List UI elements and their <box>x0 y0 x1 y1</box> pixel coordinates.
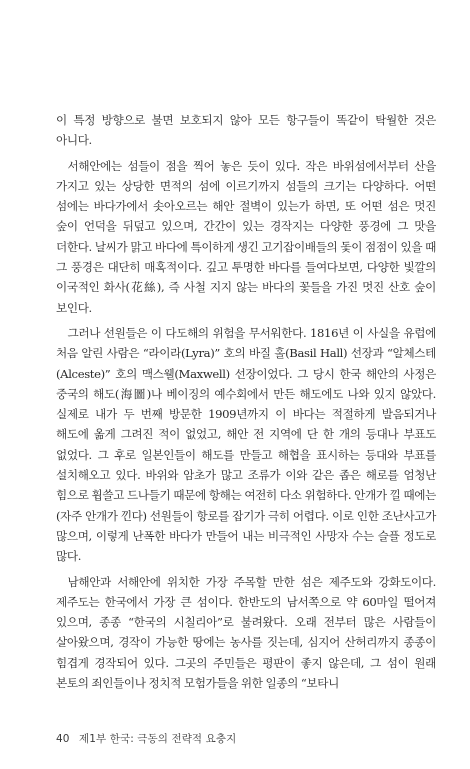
paragraph-3: 그러나 선원들은 이 다도해의 위험을 무서워한다. 1816년 이 사실을 유럽에 처음 알린 사람은 “라이라(Lyra)” 호의 바질 홀(Basil Hall) 선장과 “알체스테(Alceste)” 호의 맥스웰(Maxwell) 선장이었다. 그 당시 한국 해안의 사정은 중국의 해도(海圖)나 베이징의 예수회에서 만든 해도에도 나와 있지 않았다. 실제로 내가 두 번째 방문한 1909년까지 이 바다는 적절하게 발음되거나 해도에 옮게 그려진 적이 없었고, 해안 전 지역에 단 한 개의 등대나 부표도 없었다. 그 후로 일본인들이 해도를 만들고 해협을 표시하는 등대와 부표를 설치해오고 있다. 바위와 암초가 많고 조류가 이와 같은 좁은 해로를 엄청난 힘으로 휩쓸고 드나들기 때문에 항해는 여전히 다소 위험하다. 안개가 낄 때에는(자주 안개가 낀다) 선원들이 항로를 잡기가 극히 어렵다. 이로 인한 조난사고가 많으며, 이렇게 난폭한 바다가 만들어 내는 비극적인 사망자 수는 슬플 정도로 많다. <box>56 325 436 564</box>
body-text <box>56 110 436 698</box>
paragraph-1: 이 특정 방향으로 불면 보호되지 않아 모든 항구들이 똑같이 탁월한 것은 아니다. <box>56 113 436 148</box>
page-footer <box>56 731 236 746</box>
page-number: 40 <box>56 733 70 745</box>
paragraph-4: 남해안과 서해안에 위치한 가장 주목할 만한 섬은 제주도와 강화도이다. 제주도는 한국에서 가장 큰 섬이다. 한반도의 남서쪽으로 약 60마일 떨어져 있으며, 종종 “한국의 시칠리아”로 불려왔다. 오래 전부터 많은 사람들이 살아왔으며, 경작이 가능한 땅에는 농사를 짓는데, 심지어 산허리까지 종종이 힘겹게 경작되어 있다. 그곳의 주민들은 평판이 좋지 않은데, 그 섬이 원래 본토의 죄인들이나 정치적 모험가들을 위한 일종의 “보타니 <box>56 574 436 691</box>
paragraph-2: 서해안에는 섬들이 점을 찍어 놓은 듯이 있다. 작은 바위섬에서부터 산을 가지고 있는 상당한 면적의 섬에 이르기까지 섬들의 크기는 다양하다. 어떤 섬에는 바다가에서 솟아오르는 해안 절벽이 있는가 하면, 또 어떤 섬은 멋진 숲이 언덕을 뒤덮고 있으며, 간간이 있는 경작지는 다양한 풍경에 그 맛을 더한다. 날씨가 맑고 바다에 특이하게 생긴 고기잡이배들의 돛이 점점이 있을 때 그 풍경은 대단히 매혹적이다. 깊고 투명한 바다를 들여다보면, 다양한 빛깔의 이국적인 화사(花絲), 즉 사철 지지 않는 바다의 꽃들을 가진 멋진 산호 숲이 보인다. <box>56 158 436 315</box>
running-head: 제1부 한국: 극동의 전략적 요충지 <box>79 733 237 745</box>
